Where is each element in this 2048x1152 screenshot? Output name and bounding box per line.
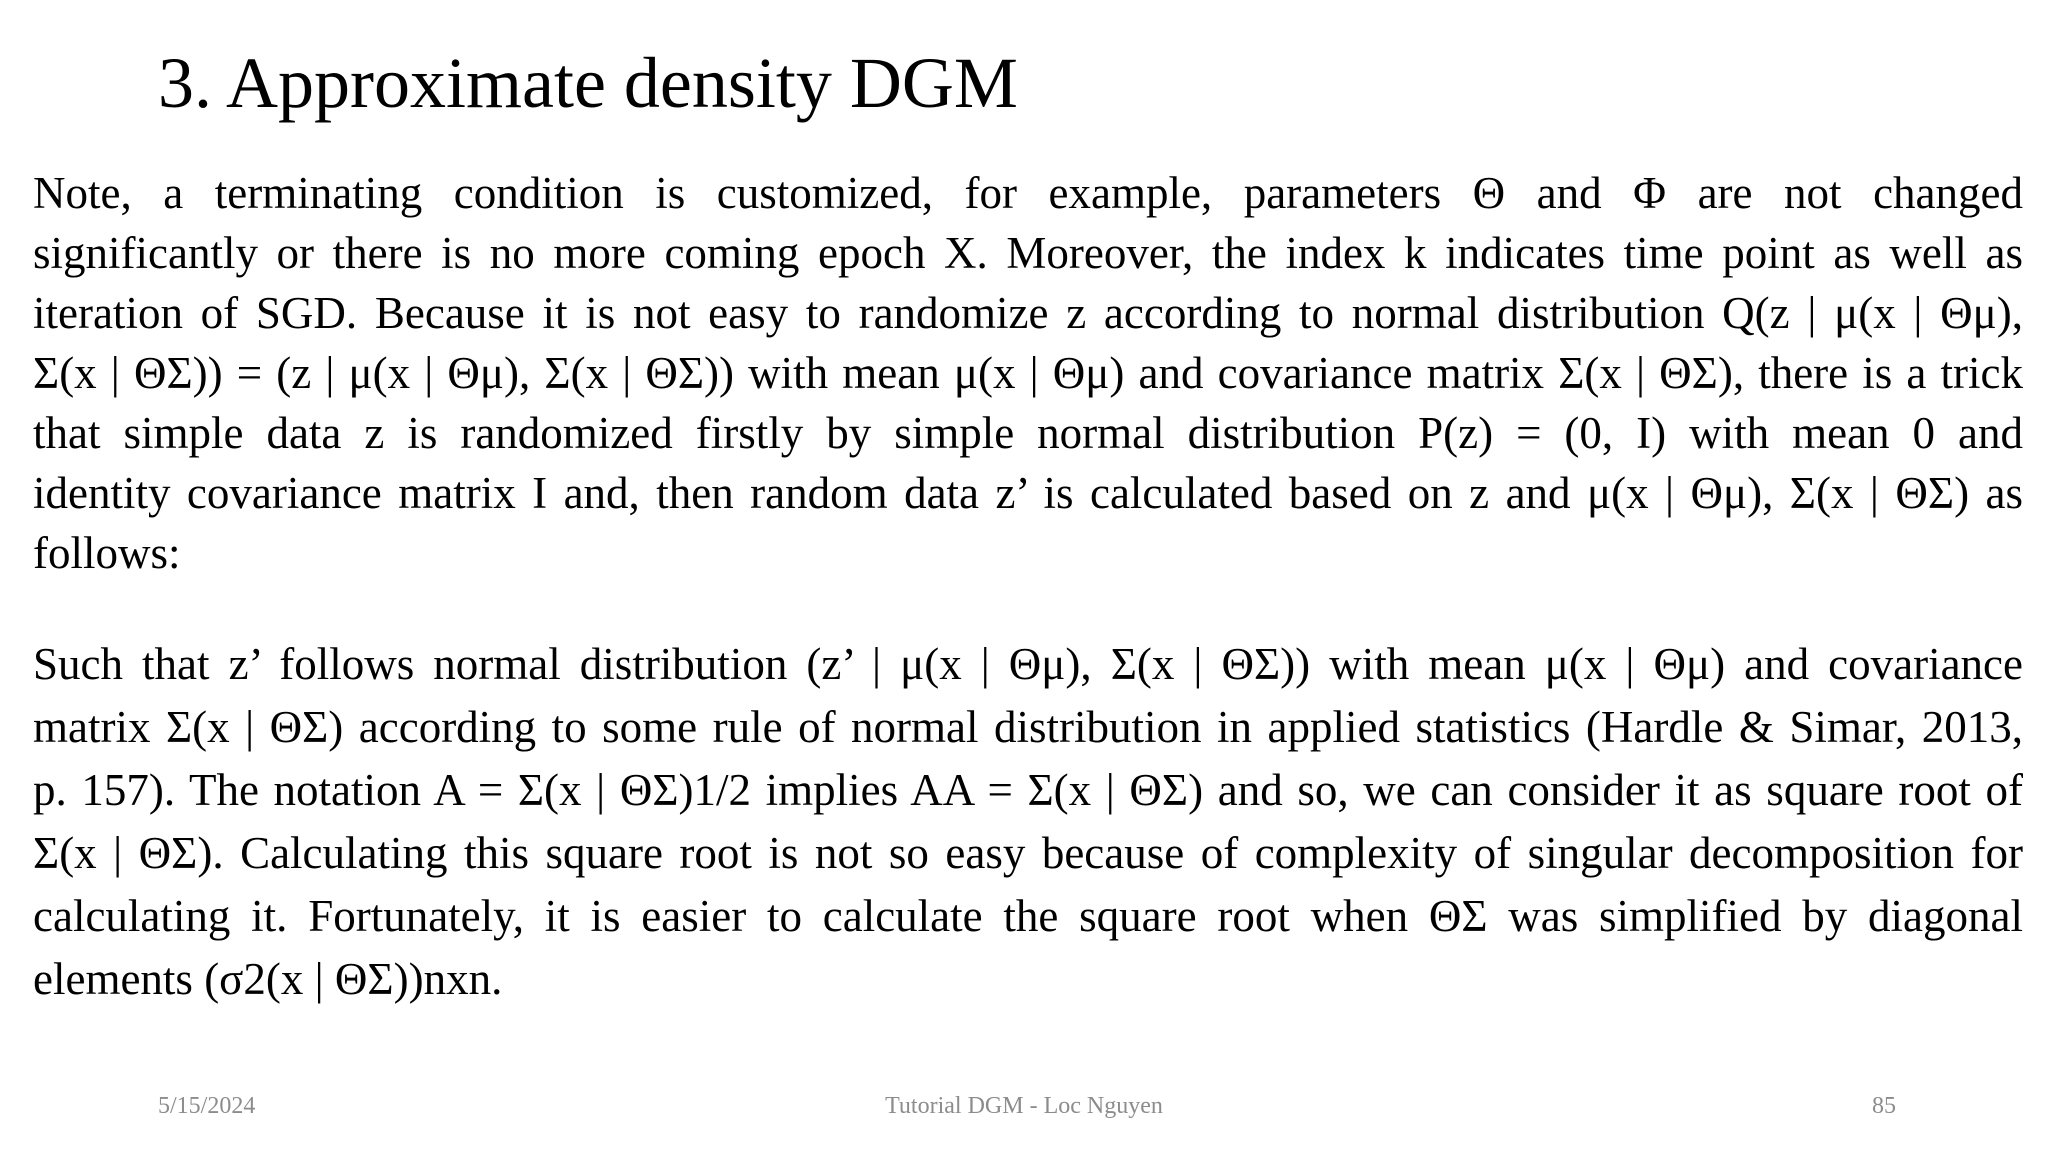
paragraph-1-line: iteration of SGD. Because it is not easy to randomize z according to normal distribution Q(z | μ(x | Θμ),: [33, 288, 2023, 338]
paragraph-2-line: calculating it. Fortunately, it is easier to calculate the square root when ΘΣ was simplified by diagonal: [33, 891, 2023, 941]
footer-date: 5/15/2024: [158, 1093, 256, 1119]
paragraph-2-line: matrix Σ(x | ΘΣ) according to some rule of normal distribution in applied statistics (Hardle & Simar, 2013,: [33, 702, 2023, 752]
page-number: 85: [1872, 1093, 1896, 1119]
slide-title: 3. Approximate density DGM: [158, 43, 1018, 123]
paragraph-1-line: follows:: [33, 528, 181, 578]
footer-title: Tutorial DGM - Loc Nguyen: [885, 1093, 1163, 1119]
paragraph-1-line: Note, a terminating condition is customized, for example, parameters Θ and Φ are not changed: [33, 168, 2023, 218]
paragraph-2-line: elements (σ2(x | ΘΣ))nxn.: [33, 954, 503, 1004]
paragraph-2-line: Σ(x | ΘΣ). Calculating this square root is not so easy because of complexity of singular decomposition for: [33, 828, 2023, 878]
paragraph-1-line: identity covariance matrix I and, then random data z’ is calculated based on z and μ(x | Θμ), Σ(x | ΘΣ) as: [33, 468, 2023, 518]
paragraph-1-line: significantly or there is no more coming epoch X. Moreover, the index k indicates time point as well as: [33, 228, 2023, 278]
paragraph-1: [33, 163, 2023, 583]
paragraph-1-line: that simple data z is randomized firstly by simple normal distribution P(z) = (0, I) with mean 0 and: [33, 408, 2023, 458]
paragraph-2: [33, 633, 2023, 1011]
paragraph-2-line: Such that z’ follows normal distribution (z’ | μ(x | Θμ), Σ(x | ΘΣ)) with mean μ(x | Θμ) and covariance: [33, 639, 2023, 689]
paragraph-1-line: Σ(x | ΘΣ)) = (z | μ(x | Θμ), Σ(x | ΘΣ)) with mean μ(x | Θμ) and covariance matrix Σ(x | ΘΣ), there is a trick: [33, 348, 2023, 398]
paragraph-2-line: p. 157). The notation A = Σ(x | ΘΣ)1/2 implies AA = Σ(x | ΘΣ) and so, we can consider it as square root of: [33, 765, 2023, 815]
